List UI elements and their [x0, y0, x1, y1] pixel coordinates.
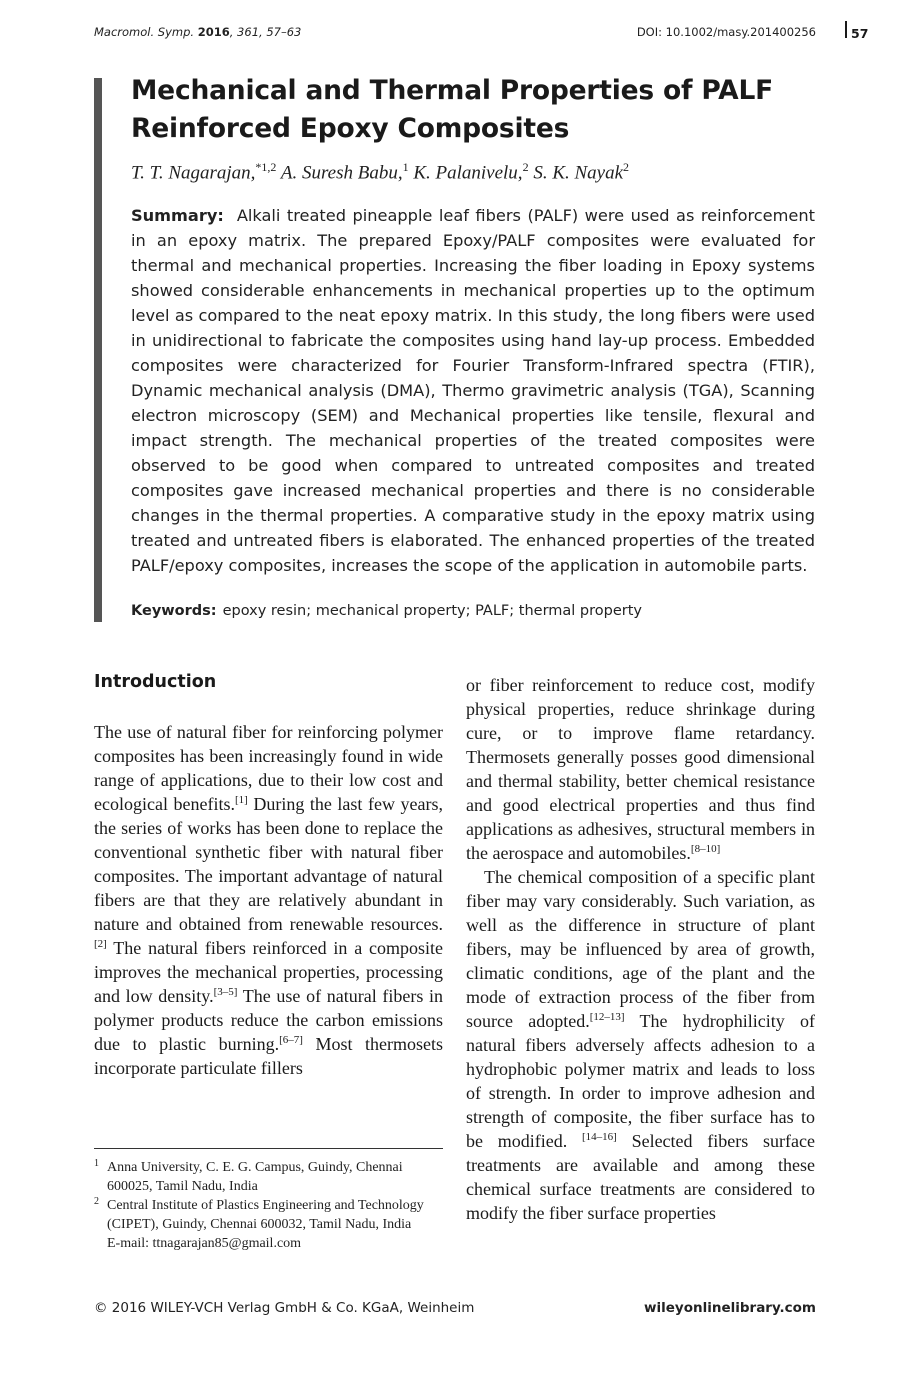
citation-ref[interactable]: [3–5]	[213, 986, 238, 998]
footnote-email[interactable]: E-mail: ttnagarajan85@gmail.com	[107, 1236, 302, 1251]
paragraph-text: Selected fibers surface treatments are available and among these chemical surface treatments are considered to modify the fiber surface properties	[466, 1131, 815, 1223]
author-affiliation-mark: 2	[623, 160, 630, 174]
publisher-website-link[interactable]: wileyonlinelibrary.com	[644, 1300, 816, 1316]
citation-ref[interactable]: [6–7]	[279, 1034, 303, 1046]
keywords-text: epoxy resin; mechanical property; PALF; thermal property	[222, 603, 642, 619]
footnote-mark: 2	[94, 1196, 99, 1207]
running-header	[94, 25, 816, 45]
paragraph-text: or fiber reinforcement to reduce cost, modify physical properties, reduce shrinkage during cure, or to improve flame retardancy. Thermosets generally posses good dimensional and thermal stability, better chemical resistance and good electrical properties and thus find applications as adhesives, structural members in the aerospace and automobiles.	[466, 675, 815, 863]
journal-volume-pages: , 361, 57–63	[229, 25, 302, 39]
title-line-2: Reinforced Epoxy Composites	[131, 113, 570, 144]
page-number-bar	[845, 21, 847, 38]
author-name: S. K. Nayak	[533, 162, 624, 184]
citation-ref[interactable]: [14–16]	[581, 1131, 617, 1143]
citation-ref[interactable]: [2]	[94, 938, 107, 950]
page-number-value: 57	[851, 26, 869, 41]
copyright-notice: © 2016 WILEY-VCH Verlag GmbH & Co. KGaA, Weinheim	[94, 1300, 475, 1316]
section-heading-introduction: Introduction	[94, 672, 217, 692]
footnote-text: Anna University, C. E. G. Campus, Guindy, Chennai 600025, Tamil Nadu, India	[107, 1160, 403, 1194]
author-name: T. T. Nagarajan,	[131, 162, 256, 184]
page-footer	[94, 1300, 816, 1320]
paragraph	[466, 865, 815, 1225]
body-column-left	[94, 720, 443, 1080]
author-list	[131, 160, 821, 184]
footnotes	[94, 1158, 443, 1253]
paragraph-text: The natural fibers reinforced in a composite improves the mechanical properties, processing and low density.	[94, 938, 443, 1006]
paragraph-text: The hydrophilicity of natural fibers adversely affects adhesion to a hydrophobic polymer matrix and leads to loss of strength. In order to improve adhesion and strength of composite, the fiber surface has to be modified.	[466, 1011, 815, 1151]
paragraph-text: The use of natural fiber for reinforcing polymer composites has been increasingly found in wide range of applications, due to their low cost and ecological benefits.	[94, 722, 443, 814]
author-name: A. Suresh Babu,	[280, 162, 403, 184]
citation-ref[interactable]: [8–10]	[690, 843, 721, 855]
paragraph-text: During the last few years, the series of works has been done to replace the conventional synthetic fiber with natural fiber composites. The important advantage of natural fibers are that they are relatively abundant in nature and obtained from renewable resources.	[94, 794, 443, 934]
citation-ref[interactable]: [12–13]	[589, 1011, 625, 1023]
author-affiliation-mark: *1,2	[255, 160, 277, 174]
citation-ref[interactable]: [1]	[234, 794, 248, 806]
journal-name: Macromol. Symp.	[94, 25, 195, 39]
summary-label: Summary:	[131, 206, 224, 225]
paragraph	[94, 720, 443, 1080]
footnote-text: Central Institute of Plastics Engineering and Technology (CIPET), Guindy, Chennai 600032, Tamil Nadu, India	[107, 1198, 424, 1232]
keywords-label: Keywords:	[131, 603, 217, 619]
footnote-affiliation	[94, 1158, 443, 1196]
footnote-mark: 1	[94, 1158, 99, 1169]
author-affiliation-mark: 2	[522, 160, 529, 174]
author-name: K. Palanivelu,	[413, 162, 523, 184]
summary-text: Alkali treated pineapple leaf fibers (PALF) were used as reinforcement in an epoxy matrix. The prepared Epoxy/PALF composites were evaluated for thermal and mechanical properties. Increasing the fiber loading in Epoxy systems showed considerable enhancements in mechanical properties up to the optimum level as compared to the neat epoxy matrix. In this study, the long fibers were used in unidirectional to fabricate the composites using hand lay-up process. Embedded composites were characterized for Fourier Transform-Infrared spectra (FTIR), Dynamic mechanical analysis (DMA), Thermo gravimetric analysis (TGA), Scanning electron microscopy (SEM) and Mechanical properties like tensile, flexural and impact strength. The mechanical properties of the treated composites were observed to be good when compared to untreated composites and treated composites gave increased mechanical properties and there is no considerable changes in the thermal properties. A comparative study in the epoxy matrix using treated and untreated fibers is elaborated. The enhanced properties of the treated PALF/epoxy composites, increases the scope of the application in automobile parts.	[131, 206, 815, 575]
abstract-summary	[131, 203, 815, 578]
footnote-divider	[94, 1148, 443, 1149]
author-affiliation-mark: 1	[402, 160, 409, 174]
title-line-1: Mechanical and Thermal Properties of PALF	[131, 75, 774, 106]
journal-citation	[94, 25, 301, 39]
paragraph-text: Most thermosets incorporate particulate fillers	[94, 1034, 443, 1078]
paragraph-text: The use of natural fibers in polymer products reduce the carbon emissions due to plastic burning.	[94, 986, 443, 1054]
page-number	[845, 20, 868, 41]
doi-link[interactable]: DOI: 10.1002/masy.201400256	[636, 25, 816, 39]
journal-year: 2016	[197, 25, 230, 39]
paragraph	[466, 673, 815, 865]
abstract-sidebar-rule	[94, 78, 102, 622]
keywords	[131, 603, 815, 619]
footnote-affiliation	[94, 1196, 443, 1234]
article-title	[131, 72, 791, 148]
body-column-right	[466, 673, 815, 1225]
paragraph-text: The chemical composition of a specific plant fiber may vary considerably. Such variation, as well as the difference in structure of plant fibers, may be influenced by area of growth, climatic conditions, age of the plant and the mode of extraction process of the fiber from source adopted.	[466, 867, 815, 1031]
